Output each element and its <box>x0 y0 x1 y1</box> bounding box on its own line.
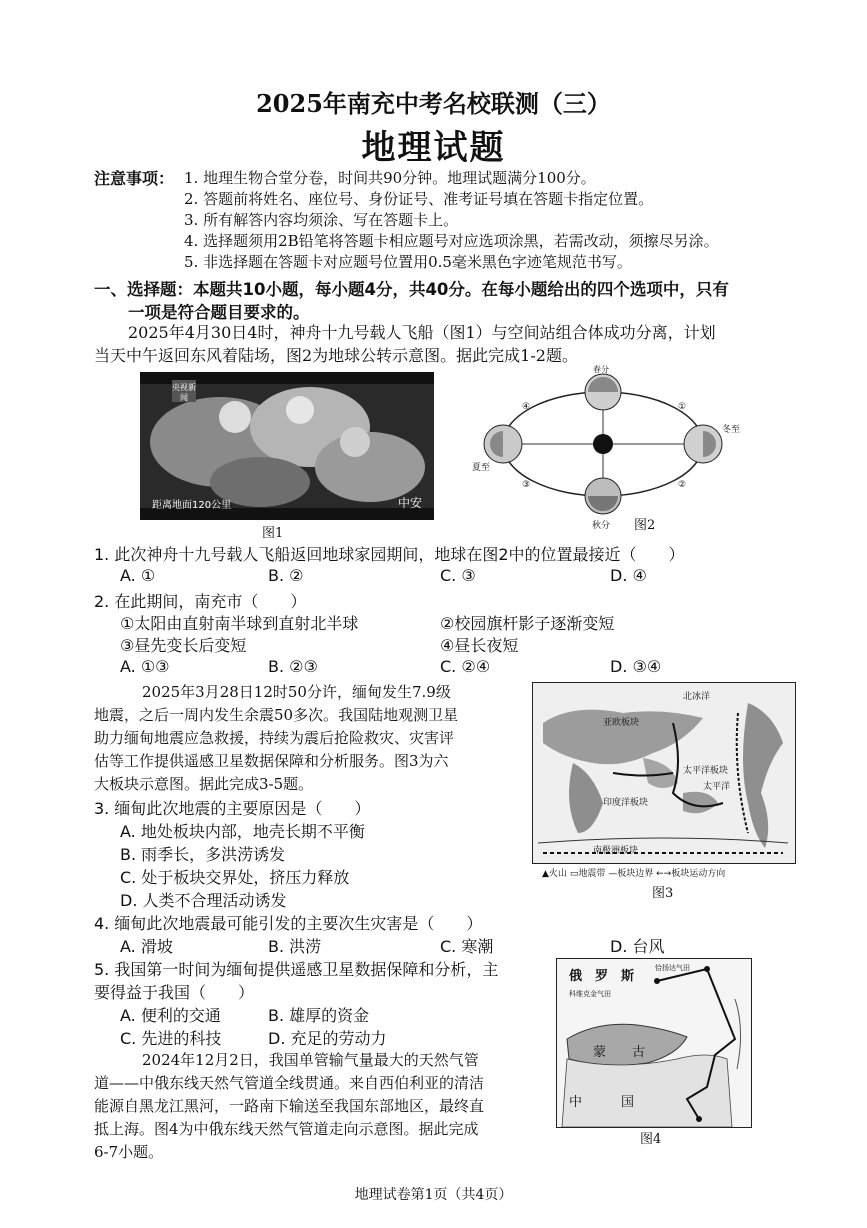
figure-2-caption: 图2 <box>634 518 656 533</box>
orbit-diagram <box>470 362 740 532</box>
figure-3-caption: 图3 <box>652 886 674 901</box>
passage-6-7: 6-7小题。 <box>94 1143 164 1161</box>
legend-plate-boundary: 板块边界 <box>617 869 654 879</box>
figure-2-revolution-diagram <box>470 362 740 532</box>
q5-option-d[interactable]: D. 充足的劳动力 <box>268 1029 387 1048</box>
question-3-stem: 3. 缅甸此次地震的主要原因是（ ） <box>94 799 371 818</box>
label-pacific-ocean: 太平洋 <box>703 782 731 792</box>
q3-option-a[interactable]: A. 地处板块内部，地壳长期不平衡 <box>120 822 365 841</box>
legend-seismic-belt: 地震带 <box>578 869 606 879</box>
q2-option-d[interactable]: D. ③④ <box>610 657 662 676</box>
photo-overlay-text: 距离地面120公里 <box>152 500 232 511</box>
note-item: 5. 非选择题在答题卡对应题号位置用0.5毫米黑色字迹笔规范书写。 <box>184 253 632 271</box>
label-russia: 俄 罗 斯 <box>569 969 635 984</box>
plate-motion-icon: ←→ <box>656 869 672 879</box>
orbit-marker: ② <box>678 480 687 490</box>
q1-option-b[interactable]: B. ② <box>268 566 304 585</box>
q1-option-d[interactable]: D. ④ <box>610 566 647 585</box>
subject-title: 地理试题 <box>361 128 506 168</box>
label-arctic-ocean: 北冰洋 <box>683 692 711 702</box>
legend-plate-motion: 板块运动方向 <box>671 869 726 879</box>
exam-title: 2025年南充中考名校联测（三） <box>256 89 611 118</box>
figure-1-photo <box>140 372 434 520</box>
figure-3-plate-map <box>532 682 796 864</box>
label-gasfield-2: 科维克金气田 <box>569 990 611 998</box>
q3-option-d[interactable]: D. 人类不合理活动诱发 <box>120 891 287 910</box>
passage-3-5: 2025年3月28日12时50分许，缅甸发生7.9级 <box>142 683 451 701</box>
passage-3-5: 大板块示意图。据此完成3-5题。 <box>94 775 314 793</box>
note-item: 3. 所有解答内容均须涂、写在答题卡上。 <box>184 211 459 229</box>
q2-statement: ③昼先变长后变短 <box>120 636 247 655</box>
label-indian-plate: 印度洋板块 <box>603 798 649 808</box>
question-5-stem-cont: 要得益于我国（ ） <box>94 983 255 1002</box>
note-item: 1. 地理生物合堂分卷，时间共90分钟。地理试题满分100分。 <box>184 169 596 187</box>
q3-option-b[interactable]: B. 雨季长，多洪涝诱发 <box>120 845 286 864</box>
label-antarctic-plate: 南极洲板块 <box>593 846 639 856</box>
q2-statement: ②校园旗杆影子逐渐变短 <box>440 614 615 633</box>
passage-3-5: 地震，之后一周内发生余震50多次。我国陆地观测卫星 <box>94 706 459 724</box>
orbit-marker: ③ <box>522 480 531 490</box>
q4-option-a[interactable]: A. 滑坡 <box>120 937 173 956</box>
q4-option-d[interactable]: D. 台风 <box>610 937 665 956</box>
volcano-icon: ▲ <box>542 869 549 879</box>
q2-option-b[interactable]: B. ②③ <box>268 657 318 676</box>
q3-option-c[interactable]: C. 处于板块交界处，挤压力释放 <box>120 868 350 887</box>
world-plate-map <box>533 683 795 863</box>
q2-option-a[interactable]: A. ①③ <box>120 657 170 676</box>
passage-6-7: 道——中俄东线天然气管道全线贯通。来自西伯利亚的清洁 <box>94 1074 485 1092</box>
q5-option-b[interactable]: B. 雄厚的资金 <box>268 1006 370 1025</box>
q1-option-a[interactable]: A. ① <box>120 566 156 585</box>
question-4-stem: 4. 缅甸此次地震最可能引发的主要次生灾害是（ ） <box>94 914 483 933</box>
passage-6-7: 抵上海。图4为中俄东线天然气管道走向示意图。据此完成 <box>94 1120 479 1138</box>
plate-boundary-icon: — <box>608 869 618 879</box>
section-heading-cont: 一项是符合题目要求的。 <box>128 303 310 322</box>
passage-6-7: 2024年12月2日，我国单管输气量最大的天然气管 <box>142 1051 479 1069</box>
q2-statement: ①太阳由直射南半球到直射北半球 <box>120 614 359 633</box>
q5-option-a[interactable]: A. 便利的交通 <box>120 1006 221 1025</box>
label-gasfield-1: 恰扬达气田 <box>655 964 690 972</box>
question-2-stem: 2. 在此期间，南充市（ ） <box>94 592 307 611</box>
page-footer: 地理试卷第1页（共4页） <box>354 1187 513 1203</box>
orbit-marker: ① <box>678 402 687 412</box>
seismic-belt-icon: ▭ <box>569 869 579 879</box>
label-autumn-equinox: 秋分 <box>592 521 611 531</box>
note-item: 2. 答题前将姓名、座位号、身份证号、准考证号填在答题卡指定位置。 <box>184 190 654 208</box>
q2-statement: ④昼长夜短 <box>440 636 519 655</box>
figure-4-caption: 图4 <box>640 1132 662 1147</box>
intro-text: 当天中午返回东风着陆场，图2为地球公转示意图。据此完成1-2题。 <box>94 346 578 365</box>
q5-option-c[interactable]: C. 先进的科技 <box>120 1029 222 1048</box>
label-summer-solstice: 夏至 <box>472 463 491 473</box>
question-5-stem: 5. 我国第一时间为缅甸提供遥感卫星数据保障和分析，主 <box>94 960 499 979</box>
figure-3-legend <box>542 866 725 879</box>
photo-watermark: 中安 <box>398 496 423 510</box>
label-winter-solstice: 冬至 <box>722 425 741 435</box>
label-pacific-plate: 太平洋板块 <box>683 766 729 776</box>
question-1-stem: 1. 此次神舟十九号载人飞船返回地球家园期间，地球在图2中的位置最接近（ ） <box>94 545 685 564</box>
q1-option-c[interactable]: C. ③ <box>440 566 476 585</box>
intro-text: 2025年4月30日4时，神舟十九号载人飞船（图1）与空间站组合体成功分离，计划 <box>128 323 716 342</box>
legend-volcano: 火山 <box>548 869 567 879</box>
passage-3-5: 助力缅甸地震应急救援，持续为震后抢险救灾、灾害评 <box>94 729 455 747</box>
label-eurasian-plate: 亚欧板块 <box>603 718 640 728</box>
section-heading: 一、选择题：本题共10小题，每小题4分，共40分。在每小题给出的四个选项中，只有 <box>94 280 729 299</box>
notes-label: 注意事项： <box>94 169 175 188</box>
q4-option-b[interactable]: B. 洪涝 <box>268 937 322 956</box>
label-china: 中 国 <box>569 1095 635 1110</box>
figure-4-pipeline-map <box>556 958 752 1128</box>
note-item: 4. 选择题须用2B铅笔将答题卡相应题号对应选项涂黑，若需改动，须擦尽另涂。 <box>184 232 719 250</box>
tv-logo: 央视新闻 <box>172 383 196 402</box>
passage-3-5: 估等工作提供遥感卫星数据保障和分析服务。图3为六 <box>94 752 449 770</box>
q2-option-c[interactable]: C. ②④ <box>440 657 491 676</box>
orbit-marker: ④ <box>522 402 531 412</box>
label-mongolia: 蒙 古 <box>593 1045 646 1060</box>
figure-1-caption: 图1 <box>262 526 284 541</box>
q4-option-c[interactable]: C. 寒潮 <box>440 937 494 956</box>
label-spring-equinox: 春分 <box>593 365 609 374</box>
passage-6-7: 能源自黑龙江黑河，一路南下输送至我国东部地区，最终直 <box>94 1097 485 1115</box>
